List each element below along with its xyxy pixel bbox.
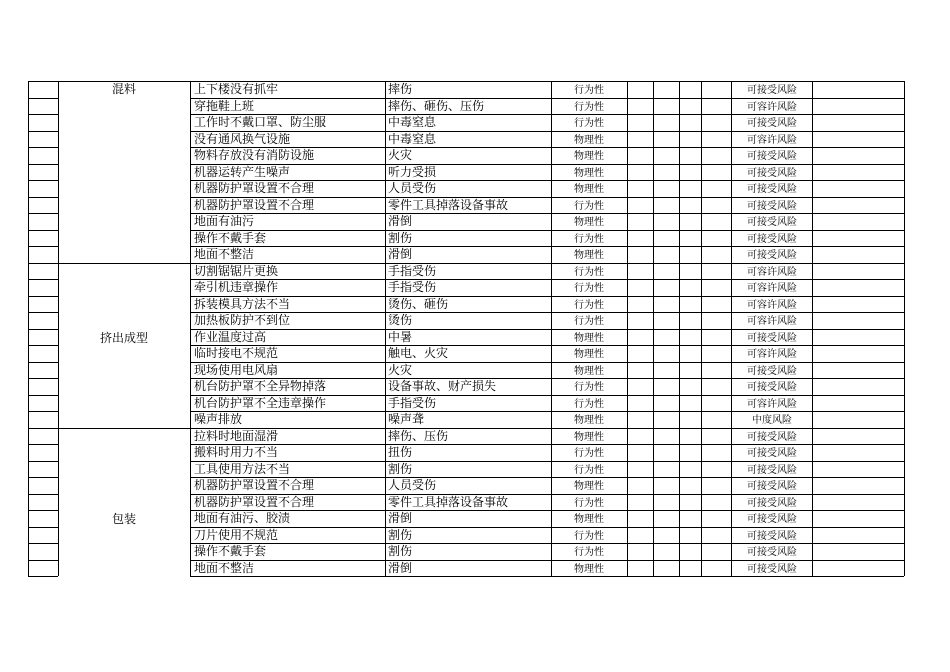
category-cell: 行为性 — [574, 266, 604, 278]
category-cell: 行为性 — [574, 382, 604, 393]
consequence-cell: 听力受损 — [388, 164, 437, 179]
hazard-cell: 切割锯锯片更换 — [194, 263, 279, 278]
category-cell: 行为性 — [574, 448, 604, 459]
consequence-cell: 割伤 — [388, 230, 413, 245]
category-cell: 物理性 — [574, 563, 604, 575]
hazard-cell: 操作不戴手套 — [194, 230, 267, 245]
risk-level-cell: 可接受风险 — [747, 184, 797, 195]
consequence-cell: 噪声聋 — [388, 412, 425, 426]
category-cell: 物理性 — [574, 349, 604, 360]
hazard-cell: 地面不整洁 — [194, 560, 255, 575]
hazard-cell: 机器防护罩设置不合理 — [194, 181, 315, 195]
hazard-cell: 物料存放没有消防设施 — [194, 148, 315, 162]
risk-level-cell: 可接受风险 — [747, 85, 797, 96]
consequence-cell: 火灾 — [388, 362, 413, 377]
category-cell: 物理性 — [574, 134, 604, 146]
consequence-cell: 零件工具掉落设备事故 — [388, 494, 509, 509]
risk-level-cell: 可接受风险 — [747, 382, 797, 393]
risk-level-cell: 可容许风险 — [747, 283, 797, 294]
risk-level-cell: 可接受风险 — [747, 514, 797, 525]
category-cell: 物理性 — [574, 217, 604, 228]
hazard-cell: 地面有油污、胶渍 — [194, 511, 291, 525]
hazard-cell: 机台防护罩不全异物掉落 — [194, 379, 327, 393]
process-label: 挤出成型 — [99, 331, 148, 345]
category-cell: 物理性 — [574, 332, 604, 344]
risk-level-cell: 可接受风险 — [747, 481, 797, 492]
consequence-cell: 摔伤 — [388, 82, 413, 96]
category-cell: 物理性 — [574, 431, 604, 443]
hazard-cell: 搬料时用力不当 — [194, 445, 279, 459]
consequence-cell: 零件工具掉落设备事故 — [388, 197, 509, 212]
risk-level-cell: 可接受风险 — [747, 497, 797, 509]
risk-level-cell: 可容许风险 — [747, 349, 797, 360]
risk-level-cell: 可接受风险 — [747, 464, 797, 476]
process-label: 包装 — [111, 512, 136, 526]
risk-level-cell: 可容许风险 — [747, 316, 797, 327]
hazard-cell: 机器防护罩设置不合理 — [194, 478, 315, 492]
risk-level-cell: 可接受风险 — [747, 200, 797, 212]
hazard-cell: 地面有油污 — [194, 214, 255, 228]
consequence-cell: 滑倒 — [388, 247, 413, 261]
process-label: 混料 — [111, 82, 136, 96]
risk-level-cell: 可接受风险 — [747, 250, 797, 261]
consequence-cell: 人员受伤 — [388, 181, 437, 195]
category-cell: 行为性 — [574, 316, 604, 327]
risk-level-cell: 可容许风险 — [747, 134, 797, 146]
risk-level-cell: 可接受风险 — [747, 530, 797, 542]
category-cell: 行为性 — [574, 398, 604, 410]
category-cell: 行为性 — [574, 299, 604, 311]
hazard-cell: 加热板防护不到位 — [194, 313, 291, 327]
hazard-cell: 牵引机违章操作 — [194, 280, 279, 294]
hazard-cell: 没有通风换气设施 — [194, 131, 291, 146]
risk-level-cell: 可容许风险 — [747, 266, 797, 278]
risk-level-cell: 可接受风险 — [747, 217, 797, 228]
category-cell: 物理性 — [574, 167, 604, 179]
category-cell: 行为性 — [574, 200, 604, 212]
hazard-cell: 临时接电不规范 — [194, 346, 279, 360]
consequence-cell: 扭伤 — [388, 445, 413, 459]
hazard-cell: 操作不戴手套 — [194, 544, 267, 558]
category-cell: 物理性 — [574, 250, 604, 261]
consequence-cell: 滑倒 — [388, 560, 413, 575]
hazard-cell: 拉料时地面湿滑 — [194, 428, 279, 443]
category-cell: 行为性 — [574, 530, 604, 542]
category-cell: 物理性 — [574, 415, 604, 426]
risk-level-cell: 可接受风险 — [747, 118, 797, 129]
category-cell: 物理性 — [574, 514, 604, 525]
consequence-cell: 中暑 — [388, 329, 413, 344]
risk-level-cell: 可接受风险 — [747, 233, 797, 245]
consequence-cell: 烫伤、砸伤 — [388, 296, 449, 311]
hazard-cell: 工具使用方法不当 — [194, 461, 291, 476]
hazard-cell: 拆装模具方法不当 — [194, 296, 291, 311]
category-cell: 物理性 — [574, 481, 604, 492]
category-cell: 行为性 — [574, 283, 604, 294]
risk-level-cell: 可容许风险 — [747, 101, 797, 113]
risk-level-cell: 可接受风险 — [747, 167, 797, 179]
risk-level-cell: 可接受风险 — [747, 332, 797, 344]
hazard-cell: 穿拖鞋上班 — [194, 98, 255, 113]
consequence-cell: 割伤 — [388, 544, 413, 558]
consequence-cell: 触电、火灾 — [388, 346, 449, 360]
risk-level-cell: 可接受风险 — [747, 563, 797, 575]
category-cell: 物理性 — [574, 184, 604, 195]
category-cell: 行为性 — [574, 233, 604, 245]
consequence-cell: 摔伤、压伤 — [388, 428, 449, 443]
risk-level-cell: 可接受风险 — [747, 151, 797, 162]
risk-level-cell: 中度风险 — [752, 415, 792, 426]
hazard-cell: 机器防护罩设置不合理 — [194, 494, 315, 509]
risk-level-cell: 可接受风险 — [747, 365, 797, 377]
hazard-cell: 上下楼没有抓牢 — [194, 82, 279, 96]
consequence-cell: 中毒窒息 — [388, 115, 437, 129]
consequence-cell: 滑倒 — [388, 511, 413, 525]
hazard-cell: 工作时不戴口罩、防尘服 — [194, 115, 327, 129]
hazard-cell: 作业温度过高 — [194, 329, 267, 344]
consequence-cell: 设备事故、财产损失 — [388, 379, 497, 393]
hazard-cell: 机器防护罩设置不合理 — [194, 197, 315, 212]
category-cell: 物理性 — [574, 365, 604, 377]
consequence-cell: 手指受伤 — [388, 395, 437, 410]
risk-level-cell: 可接受风险 — [747, 431, 797, 443]
risk-level-cell: 可容许风险 — [747, 299, 797, 311]
category-cell: 行为性 — [574, 101, 604, 113]
consequence-cell: 摔伤、砸伤、压伤 — [388, 98, 485, 113]
consequence-cell: 火灾 — [388, 148, 413, 162]
consequence-cell: 滑倒 — [388, 214, 413, 228]
hazard-cell: 刀片使用不规范 — [194, 527, 279, 542]
risk-level-cell: 可接受风险 — [747, 547, 797, 558]
category-cell: 行为性 — [574, 547, 604, 558]
consequence-cell: 人员受伤 — [388, 478, 437, 492]
hazard-cell: 机台防护罩不全违章操作 — [194, 395, 327, 410]
hazard-cell: 机器运转产生噪声 — [194, 164, 291, 179]
hazard-cell: 现场使用电风扇 — [194, 362, 279, 377]
consequence-cell: 烫伤 — [388, 313, 413, 327]
hazard-cell: 地面不整洁 — [194, 247, 255, 261]
category-cell: 物理性 — [574, 151, 604, 162]
category-cell: 行为性 — [574, 85, 604, 96]
risk-level-cell: 可接受风险 — [747, 448, 797, 459]
risk-level-cell: 可容许风险 — [747, 398, 797, 410]
consequence-cell: 割伤 — [388, 461, 413, 476]
consequence-cell: 割伤 — [388, 527, 413, 542]
category-cell: 行为性 — [574, 118, 604, 129]
category-cell: 行为性 — [574, 464, 604, 476]
consequence-cell: 手指受伤 — [388, 280, 437, 294]
consequence-cell: 中毒窒息 — [388, 131, 437, 146]
category-cell: 行为性 — [574, 497, 604, 509]
consequence-cell: 手指受伤 — [388, 263, 437, 278]
hazard-cell: 噪声排放 — [194, 412, 243, 426]
